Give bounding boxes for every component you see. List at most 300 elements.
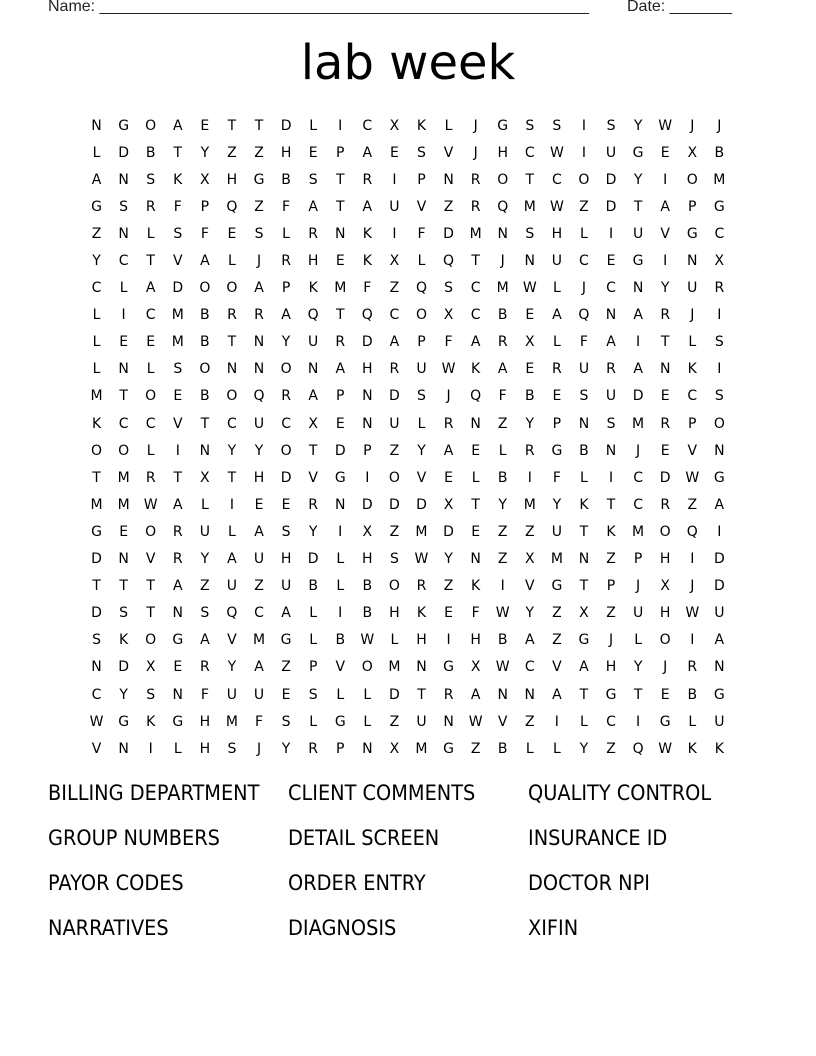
grid-letter: I xyxy=(636,334,641,351)
grid-letter: V xyxy=(227,632,237,649)
grid-letter: L xyxy=(309,713,318,730)
grid-letter: R xyxy=(687,659,698,676)
grid-letter: L xyxy=(444,117,453,134)
grid-letter: U xyxy=(253,551,265,568)
grid-letter: P xyxy=(363,442,372,459)
grid-letter: W xyxy=(468,713,483,730)
grid-letter: F xyxy=(498,388,507,405)
grid-letter: K xyxy=(606,523,616,540)
grid-letter: T xyxy=(92,469,101,486)
grid-letter: L xyxy=(228,253,236,270)
grid-letter: G xyxy=(497,117,509,134)
grid-letter: B xyxy=(497,740,508,757)
grid-letter: A xyxy=(308,388,318,405)
grid-letter: K xyxy=(173,171,183,188)
grid-letter: T xyxy=(146,578,155,595)
grid-letter: I xyxy=(338,605,343,622)
grid-letter: I xyxy=(338,117,343,134)
grid-letter: A xyxy=(660,198,670,215)
grid-letter: J xyxy=(581,280,587,297)
grid-letter: P xyxy=(336,388,345,405)
grid-letter: C xyxy=(579,253,589,270)
grid-letter: N xyxy=(253,361,265,378)
grid-letter: B xyxy=(687,686,698,703)
grid-letter: F xyxy=(444,334,453,351)
grid-letter: U xyxy=(308,334,319,351)
grid-letter: S xyxy=(606,117,616,134)
grid-letter: A xyxy=(281,307,291,324)
grid-letter: R xyxy=(145,198,156,215)
grid-letter: Q xyxy=(253,388,265,405)
grid-letter: P xyxy=(308,659,318,676)
grid-letter: I xyxy=(121,307,126,324)
grid-letter: K xyxy=(362,253,372,270)
grid-letter: Z xyxy=(91,225,102,242)
grid-letter: T xyxy=(579,686,589,703)
grid-letter: U xyxy=(416,713,427,730)
grid-letter: S xyxy=(200,605,210,622)
grid-letter: M xyxy=(171,334,184,351)
grid-letter: U xyxy=(226,686,238,703)
grid-letter: H xyxy=(416,632,427,649)
grid-letter: N xyxy=(605,442,617,459)
grid-letter: L xyxy=(92,307,101,324)
grid-letter: U xyxy=(199,523,210,540)
grid-letter: E xyxy=(308,144,318,161)
grid-letter: F xyxy=(173,198,182,215)
grid-letter: L xyxy=(688,713,697,730)
grid-letter: A xyxy=(497,361,508,378)
grid-letter: C xyxy=(470,280,481,297)
grid-letter: C xyxy=(524,659,535,676)
grid-letter: C xyxy=(551,171,562,188)
grid-letter: U xyxy=(687,280,698,297)
grid-row xyxy=(83,546,733,573)
date-field-label: Date: _______ xyxy=(627,0,732,15)
grid-row xyxy=(83,600,733,627)
grid-letter: D xyxy=(280,117,292,134)
grid-letter: J xyxy=(473,144,478,161)
grid-letter: E xyxy=(281,686,291,703)
grid-letter: U xyxy=(226,578,238,595)
grid-letter: C xyxy=(362,117,373,134)
grid-letter: A xyxy=(633,307,643,324)
header-row xyxy=(48,0,748,20)
grid-row xyxy=(83,302,733,329)
grid-letter: K xyxy=(91,415,102,432)
grid-letter: C xyxy=(145,307,156,324)
grid-letter: A xyxy=(714,496,725,513)
grid-letter: Z xyxy=(470,740,481,757)
grid-letter: E xyxy=(606,253,616,270)
grid-letter: E xyxy=(389,144,399,161)
grid-letter: M xyxy=(90,388,103,405)
grid-letter: M xyxy=(523,496,536,513)
grid-letter: O xyxy=(145,523,157,540)
grid-letter: N xyxy=(118,361,129,378)
grid-letter: Z xyxy=(552,632,562,649)
grid-letter: N xyxy=(470,415,481,432)
grid-letter: Y xyxy=(498,496,507,513)
grid-letter: A xyxy=(525,632,535,649)
grid-letter: A xyxy=(335,361,346,378)
grid-letter: V xyxy=(687,442,698,459)
grid-letter: N xyxy=(578,415,590,432)
grid-letter: L xyxy=(498,442,507,459)
grid-letter: C xyxy=(714,225,725,242)
grid-letter: N xyxy=(335,225,346,242)
word-list xyxy=(48,778,768,944)
grid-letter: I xyxy=(581,117,587,134)
grid-letter: C xyxy=(254,605,264,622)
grid-letter: S xyxy=(714,388,724,405)
grid-letter: D xyxy=(605,171,617,188)
grid-letter: I xyxy=(148,740,153,757)
grid-letter: D xyxy=(389,686,400,703)
grid-letter: E xyxy=(525,307,535,324)
grid-letter: M xyxy=(388,659,401,676)
grid-letter: U xyxy=(389,198,400,215)
grid-letter: S xyxy=(146,686,156,703)
grid-letter: F xyxy=(282,198,291,215)
grid-letter: N xyxy=(253,334,265,351)
grid-letter: H xyxy=(551,225,563,242)
grid-letter: S xyxy=(173,361,183,378)
grid-letter: L xyxy=(580,469,588,486)
grid-letter: Y xyxy=(525,415,535,432)
grid-letter: S xyxy=(417,144,426,161)
grid-letter: U xyxy=(632,225,644,242)
word-list-item: PAYOR CODES xyxy=(48,871,184,895)
grid-letter: D xyxy=(334,442,346,459)
grid-letter: V xyxy=(145,551,156,568)
grid-letter: N xyxy=(578,551,590,568)
grid-letter: L xyxy=(688,334,697,351)
grid-letter: K xyxy=(471,361,481,378)
grid-letter: R xyxy=(660,496,671,513)
grid-letter: B xyxy=(281,171,291,188)
grid-letter: T xyxy=(119,578,128,595)
grid-letter: O xyxy=(145,388,157,405)
grid-letter: T xyxy=(633,686,643,703)
grid-letter: W xyxy=(89,713,104,730)
grid-letter: I xyxy=(690,632,695,649)
grid-row xyxy=(83,464,733,491)
grid-letter: Y xyxy=(200,551,210,568)
grid-letter: Y xyxy=(227,442,237,459)
grid-letter: S xyxy=(525,117,535,134)
grid-letter: B xyxy=(308,578,318,595)
grid-letter: K xyxy=(714,740,724,757)
grid-letter: N xyxy=(172,686,184,703)
grid-letter: L xyxy=(552,280,561,297)
grid-letter: P xyxy=(633,551,643,568)
grid-letter: M xyxy=(550,551,563,568)
grid-letter: X xyxy=(579,605,589,622)
grid-letter: X xyxy=(524,334,535,351)
grid-letter: L xyxy=(363,713,372,730)
grid-letter: M xyxy=(117,469,130,486)
grid-row xyxy=(83,193,733,220)
grid-letter: X xyxy=(362,523,373,540)
grid-letter: O xyxy=(280,361,292,378)
grid-letter: U xyxy=(714,605,725,622)
grid-letter: E xyxy=(200,117,210,134)
name-field-label: Name: _______________________________________________________ xyxy=(48,0,589,15)
grid-letter: V xyxy=(416,469,427,486)
grid-letter: T xyxy=(92,578,101,595)
grid-letter: G xyxy=(172,713,184,730)
word-list-item: DIAGNOSIS xyxy=(288,916,397,940)
grid-letter: U xyxy=(605,144,617,161)
grid-letter: B xyxy=(362,578,373,595)
grid-letter: V xyxy=(660,225,670,242)
grid-letter: C xyxy=(118,253,129,270)
grid-letter: E xyxy=(119,334,129,351)
grid-letter: R xyxy=(281,253,291,270)
grid-letter: A xyxy=(470,334,481,351)
grid-letter: W xyxy=(549,198,564,215)
grid-letter: I xyxy=(608,469,614,486)
grid-letter: W xyxy=(549,144,564,161)
grid-letter: N xyxy=(659,361,671,378)
grid-letter: Z xyxy=(443,198,454,215)
grid-letter: H xyxy=(389,605,400,622)
grid-letter: L xyxy=(146,442,155,459)
grid-letter: F xyxy=(363,280,372,297)
grid-letter: M xyxy=(632,523,645,540)
grid-letter: Q xyxy=(361,307,373,324)
grid-letter: O xyxy=(199,361,211,378)
grid-letter: P xyxy=(606,578,616,595)
grid-letter: P xyxy=(688,415,697,432)
grid-letter: P xyxy=(200,198,210,215)
grid-letter: I xyxy=(446,632,451,649)
grid-letter: P xyxy=(336,144,345,161)
grid-letter: N xyxy=(362,388,373,405)
grid-letter: I xyxy=(717,523,722,540)
grid-letter: B xyxy=(200,388,210,405)
grid-letter: D xyxy=(416,496,427,513)
grid-letter: E xyxy=(444,605,453,622)
grid-letter: R xyxy=(281,388,291,405)
grid-letter: L xyxy=(336,578,345,595)
grid-letter: X xyxy=(714,253,725,270)
grid-letter: M xyxy=(469,225,482,242)
grid-letter: H xyxy=(605,659,617,676)
grid-row xyxy=(83,166,733,193)
grid-letter: U xyxy=(253,415,265,432)
grid-letter: N xyxy=(632,280,644,297)
grid-letter: L xyxy=(552,334,561,351)
grid-letter: R xyxy=(145,469,156,486)
grid-letter: I xyxy=(392,171,397,188)
grid-letter: A xyxy=(362,198,373,215)
grid-letter: E xyxy=(444,469,453,486)
grid-letter: Z xyxy=(552,605,562,622)
grid-letter: T xyxy=(525,171,535,188)
grid-letter: T xyxy=(119,388,128,405)
grid-letter: G xyxy=(91,198,102,215)
grid-row xyxy=(83,627,733,654)
grid-letter: R xyxy=(524,442,535,459)
grid-letter: F xyxy=(200,225,209,242)
grid-letter: Z xyxy=(524,523,535,540)
grid-letter: V xyxy=(525,578,535,595)
grid-letter: B xyxy=(497,632,508,649)
grid-letter: K xyxy=(146,713,156,730)
grid-letter: L xyxy=(417,253,426,270)
grid-letter: T xyxy=(308,442,318,459)
grid-letter: I xyxy=(663,253,668,270)
grid-letter: M xyxy=(713,171,726,188)
grid-letter: S xyxy=(173,225,183,242)
grid-letter: A xyxy=(633,361,643,378)
grid-letter: F xyxy=(417,225,426,242)
grid-letter: R xyxy=(308,496,319,513)
grid-letter: Y xyxy=(525,605,535,622)
grid-row xyxy=(83,681,733,708)
grid-letter: H xyxy=(280,144,292,161)
grid-letter: Y xyxy=(200,144,210,161)
word-list-item: QUALITY CONTROL xyxy=(528,781,712,805)
grid-letter: R xyxy=(660,307,671,324)
grid-letter: J xyxy=(717,117,722,134)
grid-letter: D xyxy=(91,551,102,568)
grid-letter: V xyxy=(443,144,454,161)
grid-letter: L xyxy=(92,334,101,351)
grid-letter: A xyxy=(254,523,264,540)
grid-letter: Z xyxy=(227,144,237,161)
grid-letter: N xyxy=(605,307,617,324)
grid-letter: X xyxy=(389,117,400,134)
grid-letter: U xyxy=(551,253,562,270)
grid-letter: B xyxy=(335,632,346,649)
grid-letter: H xyxy=(199,740,211,757)
grid-letter: V xyxy=(172,415,183,432)
grid-letter: U xyxy=(578,361,590,378)
grid-letter: B xyxy=(714,144,725,161)
grid-letter: E xyxy=(525,361,535,378)
grid-letter: C xyxy=(633,469,643,486)
grid-letter: A xyxy=(227,551,237,568)
grid-letter: Z xyxy=(606,605,616,622)
grid-letter: J xyxy=(636,442,641,459)
grid-letter: N xyxy=(362,740,373,757)
grid-letter: N xyxy=(91,117,102,134)
grid-letter: Z xyxy=(687,496,698,513)
grid-letter: O xyxy=(280,442,292,459)
grid-letter: L xyxy=(417,415,426,432)
grid-letter: M xyxy=(252,632,266,649)
grid-letter: F xyxy=(254,713,264,730)
grid-letter: B xyxy=(200,307,210,324)
grid-letter: Q xyxy=(497,198,509,215)
grid-letter: U xyxy=(416,361,427,378)
grid-letter: C xyxy=(118,415,129,432)
grid-letter: C xyxy=(227,415,237,432)
grid-letter: E xyxy=(335,253,345,270)
grid-letter: I xyxy=(554,713,559,730)
grid-letter: S xyxy=(227,740,237,757)
grid-letter: P xyxy=(688,198,697,215)
grid-letter: Y xyxy=(227,659,237,676)
grid-letter: T xyxy=(335,307,345,324)
grid-letter: Z xyxy=(606,740,616,757)
grid-letter: A xyxy=(443,442,454,459)
grid-letter: E xyxy=(227,225,237,242)
grid-letter: L xyxy=(200,496,209,513)
grid-letter: O xyxy=(686,171,698,188)
grid-letter: J xyxy=(256,740,262,757)
grid-letter: Q xyxy=(415,280,427,297)
grid-letter: Q xyxy=(470,388,482,405)
grid-letter: L xyxy=(552,740,561,757)
word-list-item: INSURANCE ID xyxy=(528,826,668,850)
grid-letter: R xyxy=(308,740,319,757)
grid-letter: Z xyxy=(606,551,616,568)
grid-letter: O xyxy=(145,632,157,649)
grid-letter: M xyxy=(334,280,347,297)
grid-letter: I xyxy=(338,523,343,540)
grid-letter: E xyxy=(335,415,345,432)
grid-letter: N xyxy=(335,496,346,513)
grid-letter: Z xyxy=(497,523,508,540)
grid-letter: D xyxy=(713,551,725,568)
grid-letter: T xyxy=(335,198,345,215)
grid-letter: H xyxy=(307,253,319,270)
grid-letter: D xyxy=(389,496,400,513)
grid-letter: G xyxy=(578,632,590,649)
grid-letter: G xyxy=(334,469,346,486)
grid-letter: L xyxy=(146,225,155,242)
grid-letter: I xyxy=(690,551,695,568)
grid-letter: Q xyxy=(686,523,698,540)
grid-letter: W xyxy=(495,605,510,622)
grid-letter: A xyxy=(254,659,264,676)
word-search-grid xyxy=(83,112,733,762)
grid-letter: R xyxy=(199,659,210,676)
word-list-item: NARRATIVES xyxy=(48,916,169,940)
grid-letter: O xyxy=(91,442,103,459)
grid-letter: W xyxy=(685,469,700,486)
grid-letter: B xyxy=(497,307,508,324)
grid-letter: E xyxy=(552,388,562,405)
grid-letter: Z xyxy=(389,523,400,540)
grid-letter: R xyxy=(172,551,183,568)
grid-letter: Q xyxy=(226,198,238,215)
grid-letter: W xyxy=(360,632,375,649)
grid-letter: N xyxy=(118,551,129,568)
grid-letter: F xyxy=(200,686,209,703)
grid-letter: L xyxy=(363,686,372,703)
word-list-item: CLIENT COMMENTS xyxy=(288,781,476,805)
grid-letter: X xyxy=(308,415,318,432)
grid-row xyxy=(83,518,733,545)
grid-letter: H xyxy=(226,171,238,188)
grid-letter: D xyxy=(172,280,184,297)
grid-letter: N xyxy=(470,551,481,568)
grid-letter: I xyxy=(608,225,614,242)
grid-letter: W xyxy=(495,659,510,676)
grid-letter: Z xyxy=(389,280,400,297)
word-list-item: DOCTOR NPI xyxy=(528,871,650,895)
grid-letter: L xyxy=(336,551,345,568)
grid-letter: Z xyxy=(497,415,508,432)
grid-letter: H xyxy=(659,605,671,622)
grid-letter: K xyxy=(308,280,318,297)
grid-letter: R xyxy=(362,171,373,188)
